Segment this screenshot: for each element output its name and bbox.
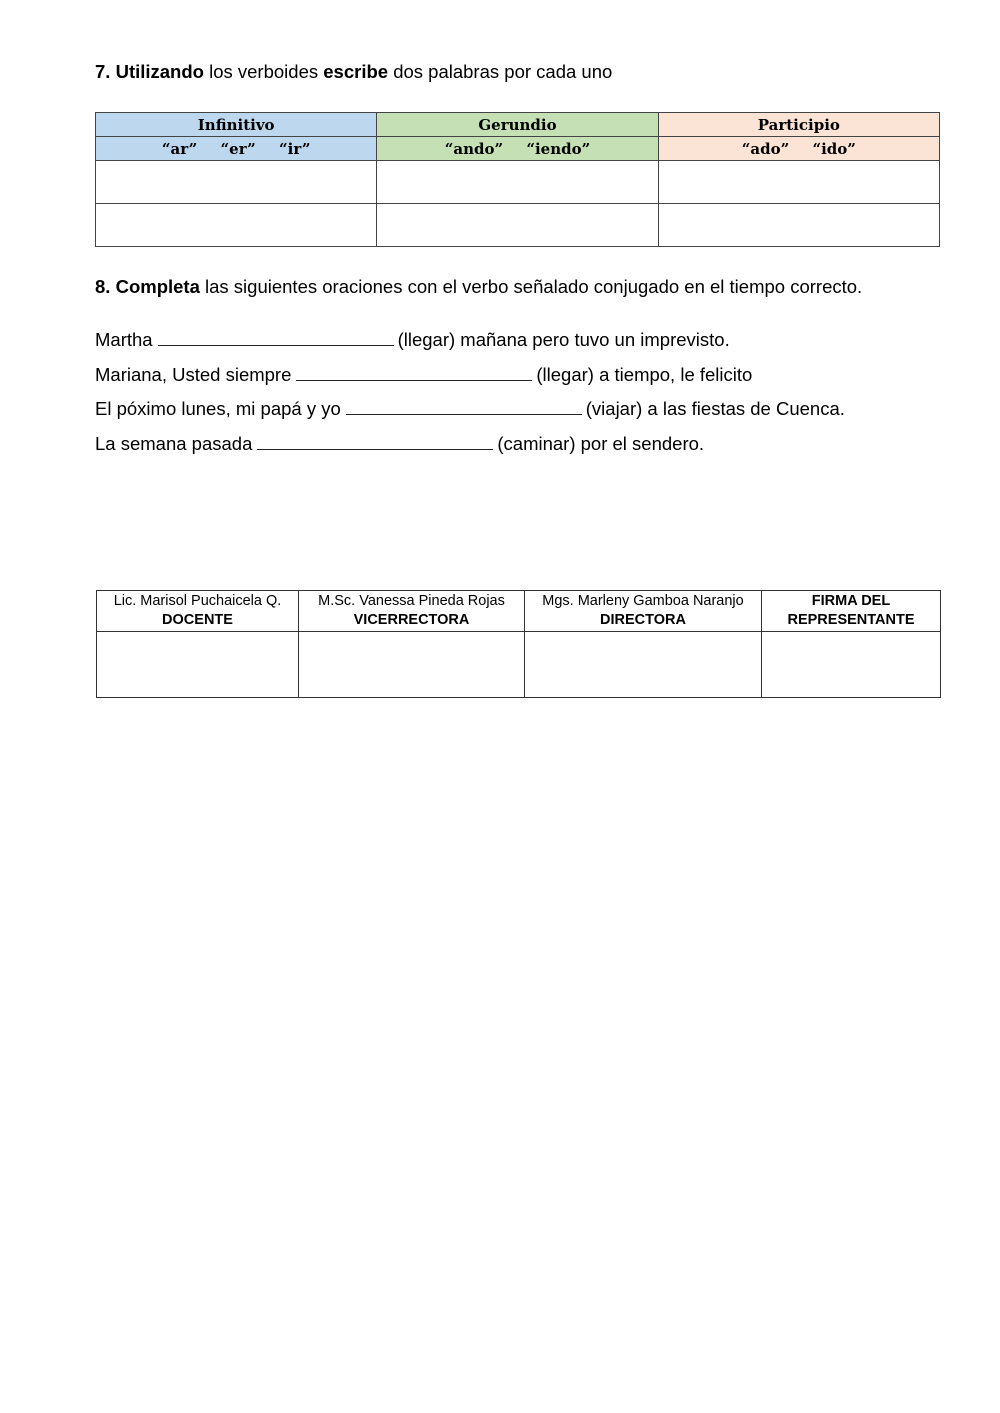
answer-cell-participio-2[interactable] (658, 204, 939, 247)
question-8-number: 8. (95, 276, 111, 297)
suffixes-participio (658, 137, 939, 161)
question-8-text: las siguientes oraciones con el verbo señalado conjugado en el tiempo correcto. (205, 276, 863, 297)
sign-space-representante[interactable] (762, 632, 941, 698)
signature-space-row (97, 632, 941, 698)
sentence-1 (95, 327, 845, 362)
vicerrectora-role: VICERRECTORA (353, 612, 470, 628)
answer-cell-participio-1[interactable] (658, 161, 939, 204)
sentence-1-blank[interactable] (158, 327, 394, 346)
sign-space-docente[interactable] (97, 632, 299, 698)
suffix-iendo: “iendo” (526, 139, 591, 158)
question-7-bold-verb-2: escribe (323, 61, 389, 82)
question-7-bold-verb: Utilizando (115, 61, 204, 82)
signature-docente (97, 591, 299, 632)
representante-label-2: REPRESENTANTE (787, 612, 915, 628)
sentence-3-after: (viajar) a las fiestas de Cuenca. (585, 398, 845, 420)
suffix-ar: “ar” (161, 139, 198, 158)
directora-name: Mgs. Marleny Gamboa Naranjo (542, 593, 744, 609)
verb-table-answer-row (96, 204, 940, 247)
sentence-2-before: Mariana, Usted siempre (95, 363, 292, 385)
suffix-ado: “ado” (741, 139, 790, 158)
directora-role: DIRECTORA (600, 612, 686, 628)
question-8-bold-verb: Completa (115, 276, 200, 297)
sentence-list (95, 327, 845, 466)
signature-table (96, 590, 941, 698)
suffixes-infinitivo (96, 137, 377, 161)
sentence-1-after: (llegar) mañana pero tuvo un imprevisto. (397, 329, 730, 350)
sentence-2-blank[interactable] (296, 362, 532, 381)
sentence-4-before: La semana pasada (95, 433, 253, 455)
sentence-4-after: (caminar) por el sendero. (497, 433, 705, 455)
header-gerundio: Gerundio (377, 113, 658, 137)
suffix-ir: “ir” (279, 139, 311, 158)
signature-names-row (97, 591, 941, 632)
sentence-2-after: (llegar) a tiempo, le felicito (536, 363, 753, 385)
sentence-3-before: El póximo lunes, mi papá y yo (95, 398, 341, 420)
sentence-3-blank[interactable] (346, 396, 582, 415)
question-7-heading (95, 61, 612, 83)
verb-forms-table (95, 112, 940, 247)
sentence-2 (95, 362, 845, 397)
question-8-heading (95, 276, 862, 298)
question-7-text-a: los verboides (209, 61, 319, 82)
sentence-4-blank[interactable] (257, 431, 493, 450)
sign-space-vicerrectora[interactable] (299, 632, 525, 698)
suffixes-gerundio (377, 137, 658, 161)
signature-vicerrectora (299, 591, 525, 632)
answer-cell-infinitivo-1[interactable] (96, 161, 377, 204)
sentence-4 (95, 431, 845, 466)
suffix-er: “er” (220, 139, 256, 158)
verb-table-answer-row (96, 161, 940, 204)
answer-cell-gerundio-1[interactable] (377, 161, 658, 204)
representante-label-1: FIRMA DEL (811, 593, 891, 609)
sign-space-directora[interactable] (525, 632, 762, 698)
answer-cell-infinitivo-2[interactable] (96, 204, 377, 247)
signature-directora (525, 591, 762, 632)
question-7-text-b: dos palabras por cada uno (393, 61, 613, 82)
verb-table-suffix-row (96, 137, 940, 161)
signature-representante (762, 591, 941, 632)
verb-table-header-row (96, 113, 940, 137)
sentence-1-before: Martha (95, 329, 153, 350)
docente-role: DOCENTE (162, 612, 233, 628)
header-infinitivo: Infinitivo (96, 113, 377, 137)
question-7-number: 7. (95, 61, 111, 82)
answer-cell-gerundio-2[interactable] (377, 204, 658, 247)
sentence-3 (95, 396, 845, 431)
docente-name: Lic. Marisol Puchaicela Q. (113, 593, 282, 609)
suffix-ido: “ido” (812, 139, 856, 158)
vicerrectora-name: M.Sc. Vanessa Pineda Rojas (318, 593, 505, 609)
header-participio: Participio (658, 113, 939, 137)
suffix-ando: “ando” (444, 139, 504, 158)
